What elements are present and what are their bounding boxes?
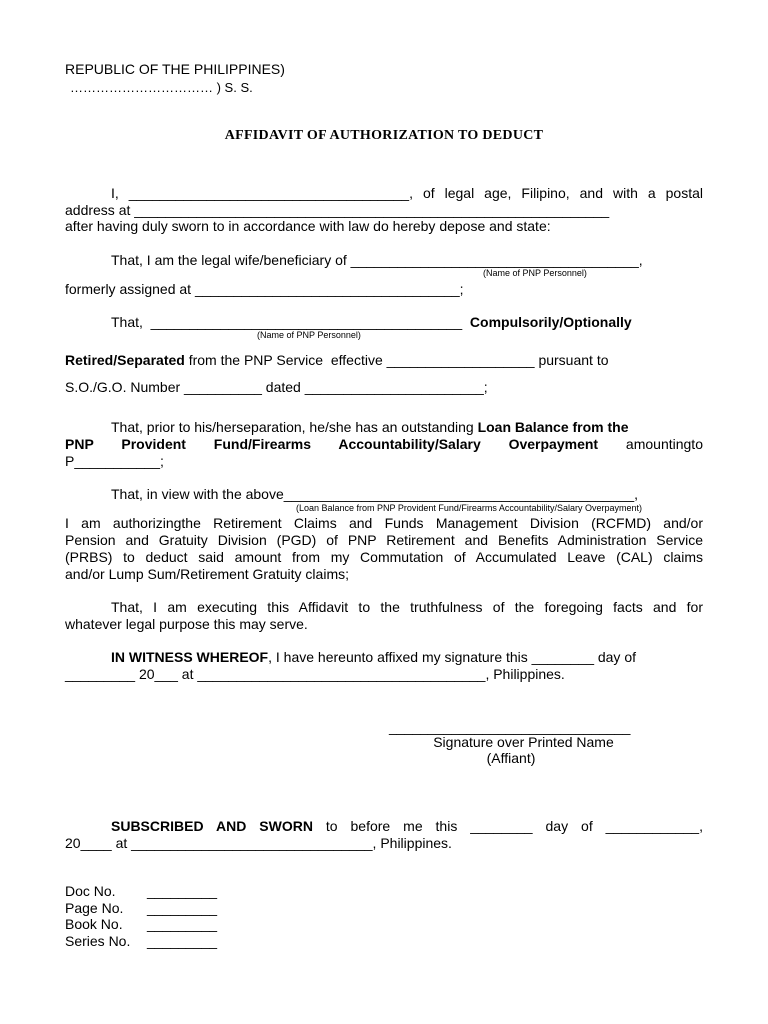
signature-line: _______________________________: [389, 719, 631, 735]
doc-no-row: [65, 883, 217, 900]
subscribed-text: to before me this ________ day of ____________,: [312, 818, 703, 834]
subscribed-date-line: 20____ at _______________________________, Philippines.: [65, 835, 452, 851]
book-no-row: [65, 916, 217, 933]
sworn-statement-line: after having duly sworn to in accordance with law do hereby depose and state:: [65, 218, 551, 234]
provident-fund-line: [65, 436, 703, 453]
legal-purpose-line: whatever legal purpose this may serve.: [65, 616, 308, 632]
compulsorily-optionally-text: Compulsorily/Optionally: [469, 314, 632, 330]
doc-no-label: Doc No.: [65, 883, 116, 899]
beneficiary-line: That, I am the legal wife/beneficiary of _____________________________________,: [111, 252, 643, 268]
executing-line: That, I am executing this Affidavit to the truthfulness of the foregoing facts and for: [111, 599, 703, 615]
page-no-row: [65, 900, 217, 917]
prbs-line: (PRBS) to deduct said amount from my Commutation of Accumulated Leave (CAL) claims: [65, 549, 703, 565]
lump-sum-line: and/or Lump Sum/Retirement Gratuity claims;: [65, 566, 349, 582]
effective-line: [65, 352, 609, 369]
pnp-personnel-note-2: (Name of PNP Personnel): [257, 330, 361, 340]
pnp-personnel-note: (Name of PNP Personnel): [483, 268, 587, 278]
affiant-label: (Affiant): [486, 750, 536, 766]
page-no-label: Page No.: [65, 900, 124, 916]
loan-balance-text: That, prior to his/herseparation, he/she has an outstanding: [111, 419, 478, 435]
in-view-line: That, in view with the above_____________________________________________,: [111, 486, 639, 502]
witness-line: [65, 649, 636, 666]
authorizing-line: I am authorizingthe Retirement Claims and Funds Management Division (RCFMD) and/or: [65, 515, 703, 531]
subscribed-sworn: SUBSCRIBED AND SWORN: [111, 818, 313, 834]
loan-balance-line: [65, 419, 629, 436]
series-no-label: Series No.: [65, 933, 131, 949]
series-no-blank: _________: [147, 933, 218, 949]
pension-line: Pension and Gratuity Division (PGD) of PNP Retirement and Benefits Administration Service: [65, 532, 703, 548]
effective-text: from the PNP Service effective ___________________ pursuant to: [184, 352, 609, 368]
signature-label: Signature over Printed Name: [433, 734, 614, 750]
document-title: AFFIDAVIT OF AUTHORIZATION TO DEDUCT: [224, 128, 544, 143]
retirement-line-text: That, ________________________________________: [111, 314, 470, 330]
witness-date-line: _________ 20___ at _____________________________________, Philippines.: [65, 666, 565, 682]
witness-text: , I have hereunto affixed my signature this ________ day of: [268, 649, 637, 665]
book-no-blank: _________: [147, 916, 218, 932]
provident-fund-bold: PNP Provident Fund/Firearms Accountability/Salary Overpayment: [65, 436, 599, 452]
retirement-line: [65, 314, 632, 331]
loan-balance-bold: Loan Balance from the: [477, 419, 629, 435]
retired-separated-text: Retired/Separated: [65, 352, 185, 368]
ss-header: …………………………… ) S. S.: [70, 80, 253, 95]
page-no-blank: _________: [147, 900, 218, 916]
doc-no-blank: _________: [147, 883, 218, 899]
book-no-label: Book No.: [65, 916, 123, 932]
subscribed-line: [65, 818, 703, 835]
assigned-line: formerly assigned at __________________________________;: [65, 281, 464, 297]
amounting-text: amountingto: [598, 436, 703, 452]
address-line: address at _____________________________________________________________: [65, 202, 610, 218]
series-no-row: [65, 933, 217, 950]
amount-line: P___________;: [65, 453, 164, 469]
so-go-line: S.O./G.O. Number __________ dated _______________________;: [65, 379, 488, 395]
loan-balance-note: (Loan Balance from PNP Provident Fund/Firearms Accountability/Salary Overpayment): [296, 503, 642, 513]
in-witness-whereof: IN WITNESS WHEREOF: [111, 649, 269, 665]
republic-header: REPUBLIC OF THE PHILIPPINES): [65, 61, 285, 77]
affiant-name-line: I, ____________________________________, of legal age, Filipino, and with a postal: [111, 185, 703, 201]
